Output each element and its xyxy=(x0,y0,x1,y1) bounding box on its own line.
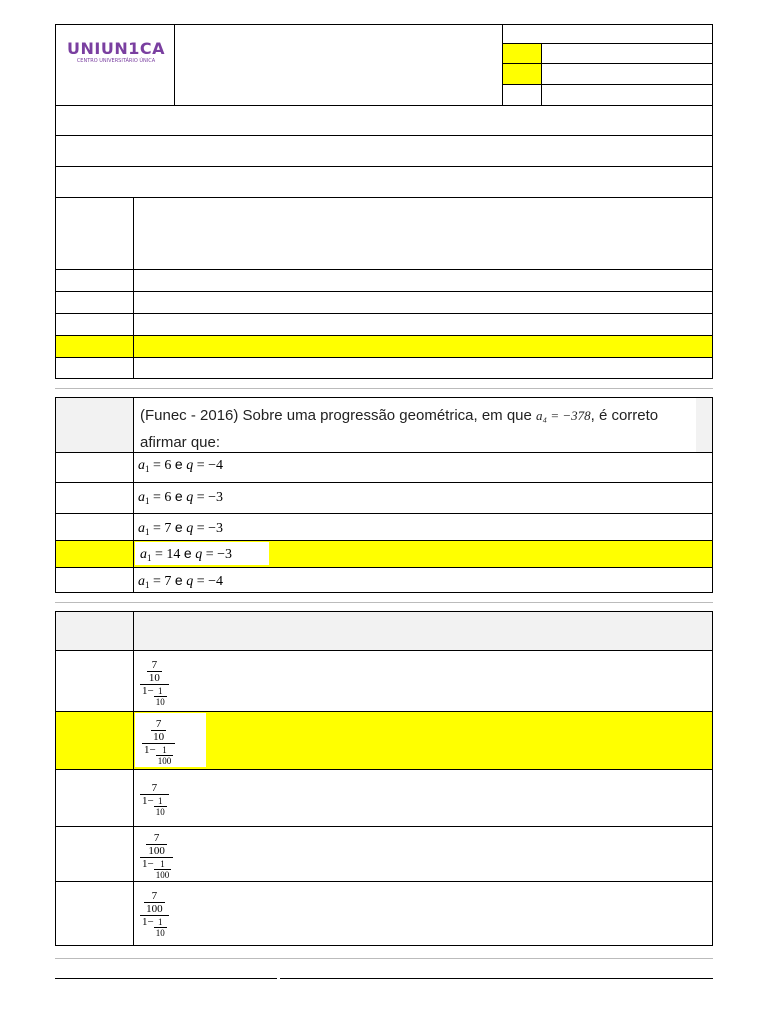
header-grid-line xyxy=(502,84,713,85)
header-grid-line xyxy=(502,63,713,64)
q3-option-b: $\frac{7}{10}$ 1− $\frac{1}{100}$ xyxy=(142,714,175,766)
header-row-line xyxy=(55,135,713,136)
q1-row-line xyxy=(55,335,713,336)
logo xyxy=(64,40,168,70)
q1-row-line xyxy=(55,269,713,270)
q2-statement-line2: afirmar que: xyxy=(140,434,221,451)
header-row-line xyxy=(55,105,713,106)
q2-row-line xyxy=(55,567,713,568)
footer-signature-line xyxy=(55,978,277,979)
logo-wordmark: UNIUN1CA xyxy=(67,39,165,58)
q1-row-line xyxy=(55,313,713,314)
q1-row-line xyxy=(55,357,713,358)
footer-separator xyxy=(55,958,713,959)
q3-row-line xyxy=(55,826,713,827)
q2-row-line xyxy=(55,513,713,514)
q2-statement-text: (Funec - 2016) Sobre uma progressão geométrica, em que xyxy=(140,407,537,424)
q3-row-line xyxy=(55,711,713,712)
q2-row-line xyxy=(55,482,713,483)
header-grid-line xyxy=(541,43,542,105)
q3-row-line xyxy=(55,881,713,882)
q1-col-line xyxy=(133,197,134,379)
q1-row-line xyxy=(55,291,713,292)
q2-statement xyxy=(140,402,700,456)
q3-option-a: $\frac{7}{10}$ 1− $\frac{1}{10}$ xyxy=(140,655,169,707)
footer-signature-line xyxy=(280,978,713,979)
logo-tagline: CENTRO UNIVERSITÁRIO ÚNICA xyxy=(76,58,156,64)
q3-row-line xyxy=(55,769,713,770)
q3-col-line xyxy=(133,611,134,946)
q2-option-c: $a_1 = 7$ e q = −3 xyxy=(138,519,224,537)
q2-option-d: $a_1 = 14$ e q = −3 xyxy=(140,545,233,563)
q2-option-e: $a_1 = 7$ e q = −4 xyxy=(138,572,224,590)
q3-row-line xyxy=(55,650,713,651)
header-row-line xyxy=(55,166,713,167)
q1-table xyxy=(55,197,713,379)
header-divider xyxy=(174,24,175,105)
q3-option-e: $\frac{7}{100}$ 1− $\frac{1}{10}$ xyxy=(140,886,169,938)
q3-option-d: $\frac{7}{100}$ 1− $\frac{1}{100}$ xyxy=(140,828,173,880)
separator xyxy=(55,388,713,389)
q3-option-c: 7 1− $\frac{1}{10}$ xyxy=(140,778,169,817)
q2-statement-tail: , é correto xyxy=(590,407,659,424)
header-grid-highlight xyxy=(503,44,541,84)
q2-option-b: $a_1 = 6$ e q = −3 xyxy=(138,488,224,506)
q2-col-line xyxy=(133,397,134,593)
q2-option-a: $a_1 = 6$ e q = −4 xyxy=(138,456,224,474)
separator xyxy=(55,602,713,603)
header-grid-line xyxy=(502,43,713,44)
q2-statement-math: a₄ = −378 xyxy=(536,408,591,423)
